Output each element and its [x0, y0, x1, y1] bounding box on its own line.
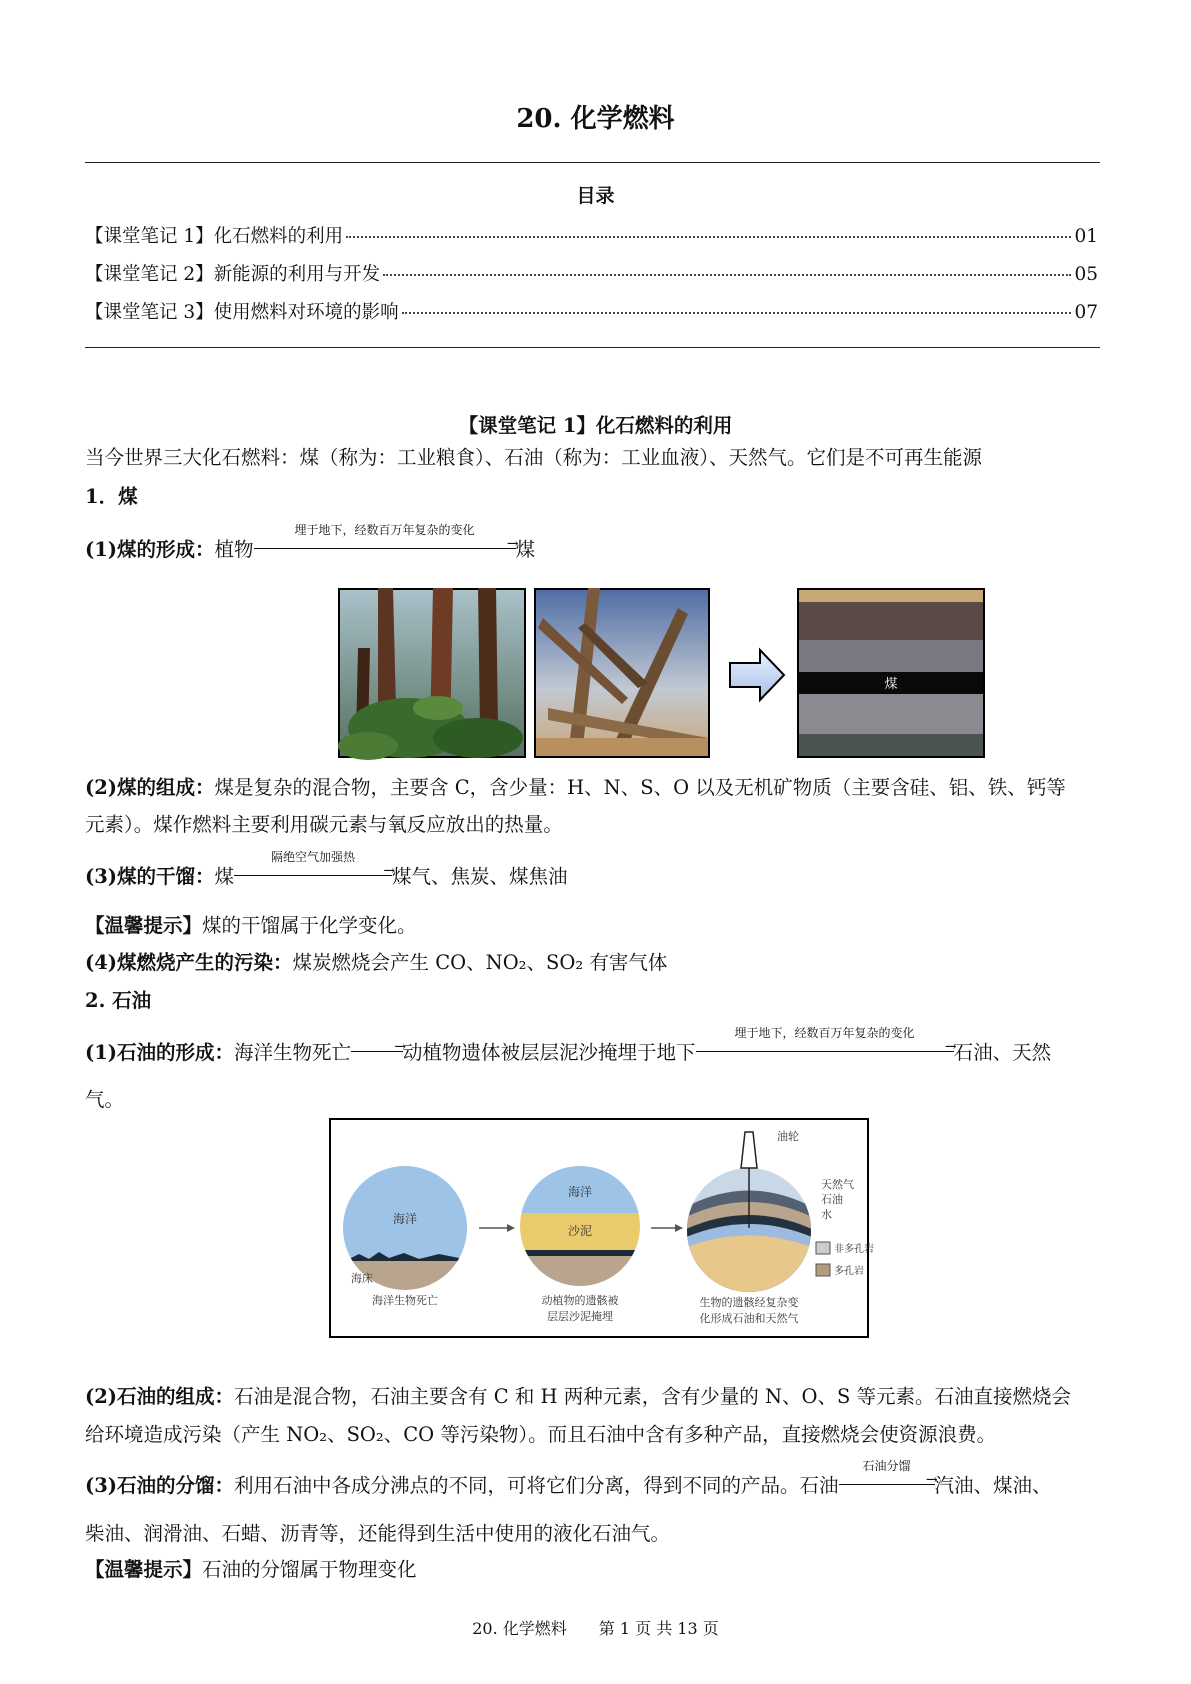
right-arrow-icon — [730, 650, 784, 700]
coal-layer-label: 煤 — [884, 677, 898, 692]
toc-item[interactable] — [85, 260, 1098, 286]
porous-label: 多孔岩 — [834, 1266, 864, 1277]
reaction-arrow: 隔绝空气加强热 → — [234, 864, 392, 890]
toc-item-label: 【课堂笔记 2】新能源的利用与开发 — [85, 264, 381, 285]
fallen-trees-panel — [535, 588, 709, 757]
water-label: 水 — [821, 1208, 832, 1221]
section-heading: 【课堂笔记 1】化石燃料的利用 — [458, 414, 733, 437]
oil-heading: 2. 石油 — [85, 989, 152, 1012]
toc-item[interactable] — [85, 298, 1098, 324]
ocean-label: 海洋 — [567, 1185, 593, 1199]
coal-formation: (1)煤的形成：植物 埋于地下，经数百万年复杂的变化 → 煤 — [85, 523, 536, 561]
page-title: 20. 化学燃料 — [516, 104, 675, 134]
reaction-arrow: 埋于地下，经数百万年复杂的变化 → — [254, 537, 516, 563]
page-footer: 20. 化学燃料 第 1 页 共 13 页 — [472, 1619, 719, 1638]
seabed-label: 海床 — [351, 1272, 373, 1285]
coal-composition-1: (2)煤的组成：煤是复杂的混合物，主要含 C，含少量：H、N、S、O 以及无机矿物质（主要含硅、铝、铁、钙等 — [85, 776, 1066, 799]
stage3-caption-1: 生物的遗骸经复杂变 — [699, 1296, 799, 1309]
coal-composition-2: 元素）。煤作燃料主要利用碳元素与氧反应放出的热量。 — [85, 813, 563, 836]
gas-label: 天然气 — [821, 1178, 854, 1191]
sand-label: 沙泥 — [567, 1224, 593, 1238]
stage3-caption-2: 化形成石油和天然气 — [699, 1312, 799, 1325]
stage1-caption: 海洋生物死亡 — [372, 1294, 438, 1307]
oil-fractionation: (3)石油的分馏：利用石油中各成分沸点的不同，可将它们分离，得到不同的产品。石油 石油分馏 → 汽油、煤油、 — [85, 1459, 1052, 1497]
nonporous-swatch — [816, 1242, 830, 1254]
oil-label: 石油 — [821, 1193, 843, 1206]
reaction-arrow: 埋于地下，经数百万年复杂的变化 → — [696, 1040, 954, 1066]
stage2-caption-2: 层层沙泥掩埋 — [547, 1310, 613, 1323]
toc-item-page: 07 — [1074, 302, 1098, 323]
toc-heading: 目录 — [576, 185, 615, 207]
toc-item[interactable] — [85, 222, 1098, 248]
divider — [85, 162, 1100, 163]
strata-panel — [798, 589, 984, 757]
oil-tip: 【温馨提示】石油的分馏属于物理变化 — [85, 1558, 417, 1581]
toc-item-page: 01 — [1074, 226, 1098, 247]
reaction-arrow: → — [351, 1040, 403, 1066]
nonporous-label: 非多孔岩 — [834, 1244, 874, 1255]
oil-composition-1: (2)石油的组成：石油是混合物，石油主要含有 C 和 H 两种元素，含有少量的 N、O、S 等元素。石油直接燃烧会 — [85, 1385, 1072, 1408]
oil-fractionation-2: 柴油、润滑油、石蜡、沥青等，还能得到生活中使用的液化石油气。 — [85, 1522, 671, 1545]
rig-label: 油轮 — [777, 1130, 799, 1143]
intro-text: 当今世界三大化石燃料：煤（称为：工业粮食）、石油（称为：工业血液）、天然气。它们是不可再生能源 — [85, 446, 983, 469]
coal-distillation: (3)煤的干馏：煤 隔绝空气加强热 → 煤气、焦炭、煤焦油 — [85, 850, 568, 888]
coal-pollution: (4)煤燃烧产生的污染：煤炭燃烧会产生 CO、NO₂、SO₂ 有害气体 — [85, 951, 668, 974]
toc-item-page: 05 — [1074, 264, 1098, 285]
oil-formation-figure — [329, 1118, 874, 1338]
coal-heading: 1．煤 — [85, 485, 138, 508]
coal-formation-figure — [338, 588, 985, 758]
divider — [85, 347, 1100, 348]
reaction-arrow: 石油分馏 → — [839, 1473, 935, 1499]
coal-tip: 【温馨提示】煤的干馏属于化学变化。 — [85, 914, 417, 937]
forest-panel — [338, 588, 525, 760]
toc-item-label: 【课堂笔记 3】使用燃料对环境的影响 — [85, 302, 399, 323]
toc-item-label: 【课堂笔记 1】化石燃料的利用 — [85, 226, 344, 247]
oil-composition-2: 给环境造成污染（产生 NO₂、SO₂、CO 等污染物）。而且石油中含有多种产品，直接燃烧会使资源浪费。 — [85, 1423, 997, 1446]
oil-formation-cont: 气。 — [85, 1088, 125, 1111]
porous-swatch — [816, 1264, 830, 1276]
oil-formation: (1)石油的形成：海洋生物死亡 → 动植物遗体被层层泥沙掩埋于地下 埋于地下，经数百万年复杂的变化 → 石油、天然 — [85, 1026, 1052, 1064]
ocean-label: 海洋 — [392, 1212, 418, 1226]
stage2-caption-1: 动植物的遗骸被 — [541, 1294, 619, 1307]
